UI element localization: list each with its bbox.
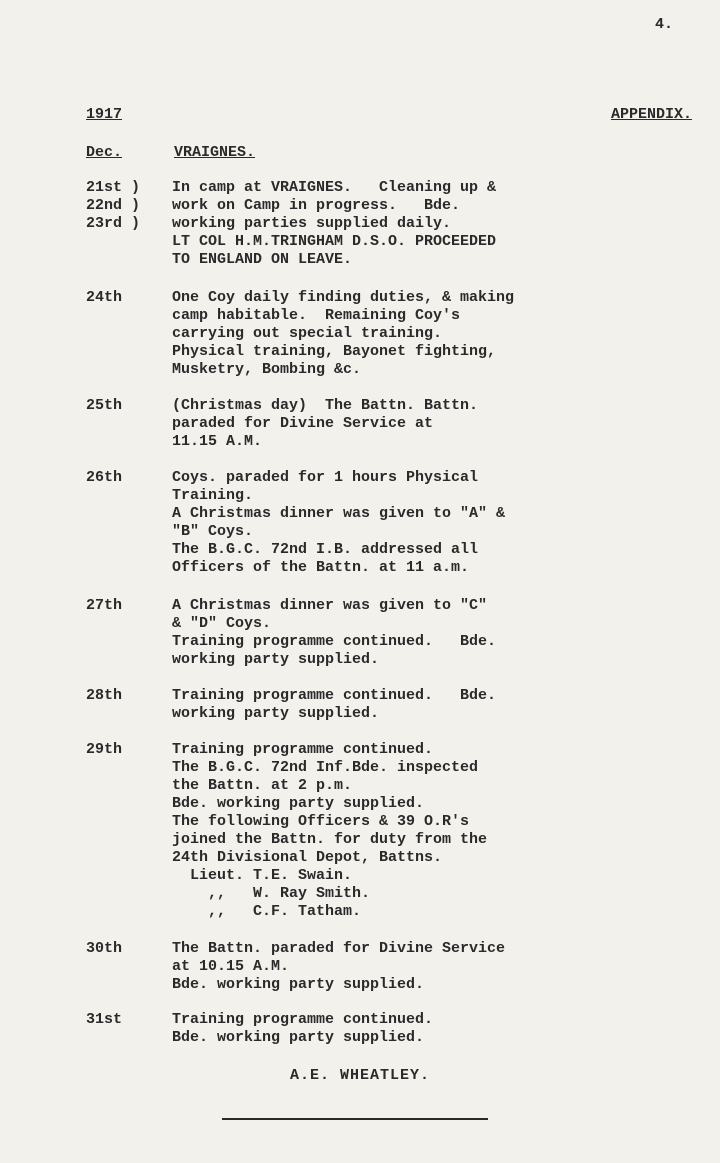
entry-text: [172, 179, 702, 269]
entry-dates: [86, 687, 122, 705]
entry-dates: [86, 397, 122, 415]
entry-line: Training programme continued. Bde.: [172, 633, 497, 650]
entry-date: 30th: [86, 940, 123, 957]
month-heading: Dec.: [86, 144, 123, 161]
entry-line: One Coy daily finding duties, & making: [172, 289, 515, 306]
entry-line: Training programme continued. Bde.: [172, 687, 497, 704]
entry-line: (Christmas day) The Battn. Battn.: [172, 397, 479, 414]
entry-date: 25th: [86, 397, 123, 414]
entry-line: camp habitable. Remaining Coy's: [172, 307, 461, 324]
entry-line: work on Camp in progress. Bde.: [172, 197, 461, 214]
entry-line: paraded for Divine Service at: [172, 415, 434, 432]
entry-line: Training programme continued.: [172, 1011, 434, 1028]
entry-line: the Battn. at 2 p.m.: [172, 777, 353, 794]
entry-text: [172, 741, 702, 921]
entry-line: A Christmas dinner was given to "A" &: [172, 505, 506, 522]
entry-line: Physical training, Bayonet fighting,: [172, 343, 497, 360]
entry-text: [172, 1011, 702, 1047]
entry-dates: [86, 1011, 122, 1029]
entry-line: The B.G.C. 72nd Inf.Bde. inspected: [172, 759, 479, 776]
entry-line: Bde. working party supplied.: [172, 976, 425, 993]
entry-line: Officers of the Battn. at 11 a.m.: [172, 559, 470, 576]
entry-line: The following Officers & 39 O.R's: [172, 813, 470, 830]
entry-date: 21st ): [86, 179, 141, 196]
entry-dates: [86, 289, 122, 307]
entry-line: Bde. working party supplied.: [172, 795, 425, 812]
entry-date: 24th: [86, 289, 123, 306]
entry-date: 27th: [86, 597, 123, 614]
entry-date: 23rd ): [86, 215, 141, 232]
entry-dates: [86, 741, 122, 759]
entry-line: The Battn. paraded for Divine Service: [172, 940, 506, 957]
entry-line: Training programme continued.: [172, 741, 434, 758]
entry-line: Training.: [172, 487, 254, 504]
entry-line: Musketry, Bombing &c.: [172, 361, 362, 378]
closing-rule: [222, 1118, 488, 1120]
entry-dates: [86, 597, 122, 615]
entry-line: "B" Coys.: [172, 523, 254, 540]
entry-dates: [86, 469, 122, 487]
entry-line: Bde. working party supplied.: [172, 1029, 425, 1046]
entry-line: A Christmas dinner was given to "C": [172, 597, 488, 614]
entry-line: The B.G.C. 72nd I.B. addressed all: [172, 541, 479, 558]
entry-line: Lieut. T.E. Swain.: [172, 867, 353, 884]
entry-text: [172, 289, 702, 379]
entry-line: joined the Battn. for duty from the: [172, 831, 488, 848]
entry-line: ,, C.F. Tatham.: [172, 903, 362, 920]
entry-text: [172, 687, 702, 723]
entry-line: carrying out special training.: [172, 325, 443, 342]
entry-text: [172, 940, 702, 994]
entry-dates: [86, 179, 140, 233]
entry-line: working parties supplied daily.: [172, 215, 452, 232]
entry-date: 22nd ): [86, 197, 141, 214]
entry-text: [172, 397, 702, 451]
year-heading: 1917: [86, 106, 123, 123]
entry-date: 28th: [86, 687, 123, 704]
entry-line: Coys. paraded for 1 hours Physical: [172, 469, 479, 486]
entry-text: [172, 469, 702, 577]
entry-text: [172, 597, 702, 669]
entry-line: & "D" Coys.: [172, 615, 272, 632]
entry-dates: [86, 940, 122, 958]
appendix-heading: APPENDIX.: [611, 106, 693, 123]
page-number: 4.: [655, 16, 674, 33]
entry-line: working party supplied.: [172, 705, 380, 722]
entry-line: at 10.15 A.M.: [172, 958, 290, 975]
entry-date: 29th: [86, 741, 123, 758]
entry-line: working party supplied.: [172, 651, 380, 668]
entry-date: 26th: [86, 469, 123, 486]
entry-line: TO ENGLAND ON LEAVE.: [172, 251, 353, 268]
entry-line: 24th Divisional Depot, Battns.: [172, 849, 443, 866]
place-heading: VRAIGNES.: [174, 144, 256, 161]
entry-date: 31st: [86, 1011, 123, 1028]
signature: A.E. WHEATLEY.: [290, 1067, 431, 1084]
entry-line: 11.15 A.M.: [172, 433, 263, 450]
entry-line: In camp at VRAIGNES. Cleaning up &: [172, 179, 497, 196]
entry-line: LT COL H.M.TRINGHAM D.S.O. PROCEEDED: [172, 233, 497, 250]
entry-line: ,, W. Ray Smith.: [172, 885, 371, 902]
